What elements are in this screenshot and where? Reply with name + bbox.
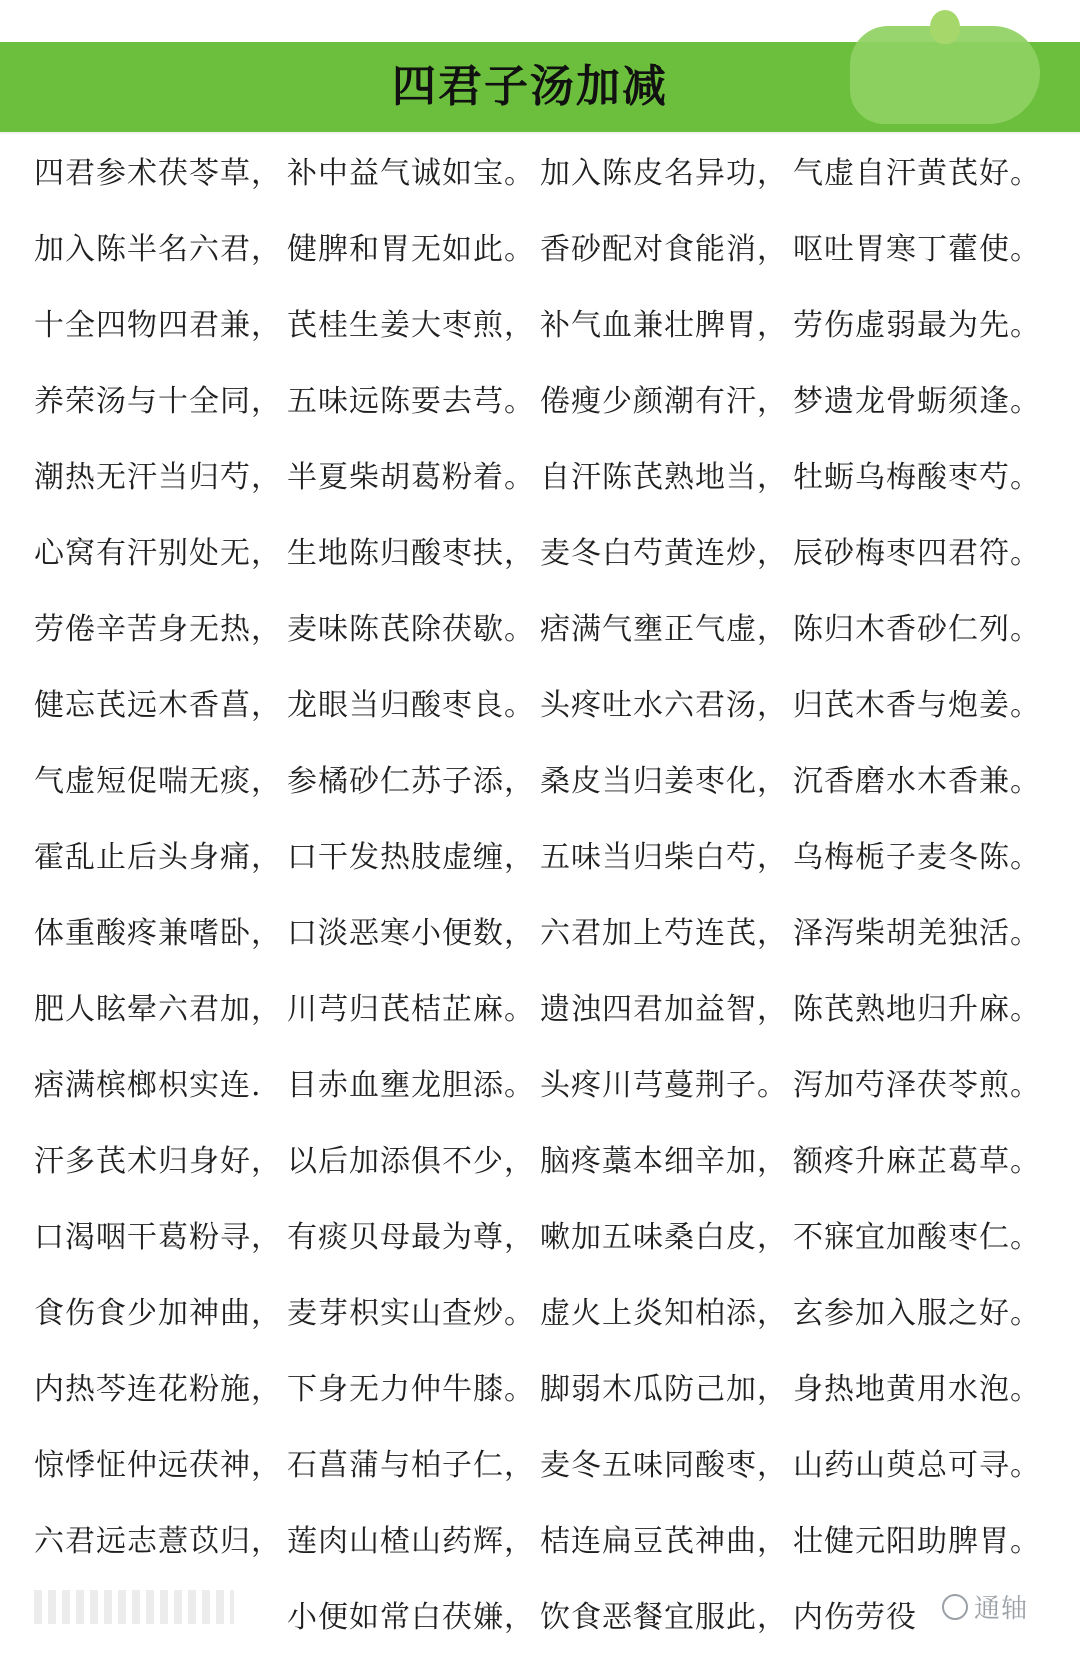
weibo-icon: [942, 1594, 968, 1620]
verse-phrase: 气虚自汗黄芪好。: [793, 156, 1041, 191]
verse-phrase: 霍乱止后头身痛，: [34, 840, 282, 875]
verse-phrase: 心窝有汗别处无，: [34, 536, 282, 571]
verse-line: [34, 1048, 1054, 1124]
verse-phrase: 芪桂生姜大枣煎，: [287, 308, 535, 343]
verse-phrase: 以后加添俱不少，: [287, 1144, 535, 1179]
verse-line: [34, 1276, 1054, 1352]
verse-phrase: 不寐宜加酸枣仁。: [793, 1220, 1041, 1255]
verse-phrase: 内伤劳役: [793, 1600, 917, 1635]
verse-phrase: 倦瘦少颜潮有汗，: [540, 384, 788, 419]
verse-phrase: 桔连扁豆芪神曲，: [540, 1524, 788, 1559]
verse-phrase: 五味远陈要去芎。: [287, 384, 535, 419]
verse-phrase: 补气血兼壮脾胃，: [540, 308, 788, 343]
verse-phrase: 痞满气壅正气虚，: [540, 612, 788, 647]
verse-phrase: 泻加芍泽茯苓煎。: [793, 1068, 1041, 1103]
verse-phrase: 十全四物四君兼，: [34, 308, 282, 343]
verse-phrase: 头疼川芎蔓荆子。: [540, 1068, 788, 1103]
verse-phrase: 养荣汤与十全同，: [34, 384, 282, 419]
verse-phrase: 沉香磨水木香兼。: [793, 764, 1041, 799]
verse-phrase: 莲肉山楂山药辉，: [287, 1524, 535, 1559]
verse-phrase: 汗多芪术归身好，: [34, 1144, 282, 1179]
verse-phrase: 内热芩连花粉施，: [34, 1372, 282, 1407]
verse-phrase: 目赤血壅龙胆添。: [287, 1068, 535, 1103]
verse-phrase: 六君远志薏苡归，: [34, 1524, 282, 1559]
verse-phrase: 肥人眩晕六君加，: [34, 992, 282, 1027]
verse-line: [34, 896, 1054, 972]
verse-phrase: 香砂配对食能消，: [540, 232, 788, 267]
verse-phrase: 川芎归芪桔芷麻。: [287, 992, 535, 1027]
verse-phrase: 加入陈皮名异功，: [540, 156, 788, 191]
verse-phrase: 劳伤虚弱最为先。: [793, 308, 1041, 343]
verse-line: [34, 744, 1054, 820]
verse-phrase: 补中益气诚如宝。: [287, 156, 535, 191]
verse-body: [34, 136, 1054, 1656]
watermark-text: 通轴: [974, 1594, 1029, 1624]
verse-phrase: 体重酸疼兼嗜卧，: [34, 916, 282, 951]
verse-phrase: 下身无力仲牛膝。: [287, 1372, 535, 1407]
verse-phrase: 辰砂梅枣四君符。: [793, 536, 1041, 571]
verse-phrase: 桑皮当归姜枣化，: [540, 764, 788, 799]
verse-phrase: 呕吐胃寒丁藿使。: [793, 232, 1041, 267]
verse-line: [34, 972, 1054, 1048]
verse-phrase: 自汗陈芪熟地当，: [540, 460, 788, 495]
verse-line: [34, 1428, 1054, 1504]
verse-phrase: 小便如常白茯嫌，: [287, 1600, 535, 1635]
verse-phrase: 口淡恶寒小便数，: [287, 916, 535, 951]
verse-line: [34, 364, 1054, 440]
verse-phrase: 头疼吐水六君汤，: [540, 688, 788, 723]
blurred-text-region: [34, 1590, 234, 1624]
verse-phrase: 口渴咽干葛粉寻，: [34, 1220, 282, 1255]
verse-phrase: 饮食恶餐宜服此，: [540, 1600, 788, 1635]
verse-phrase: 泽泻柴胡羌独活。: [793, 916, 1041, 951]
verse-phrase: 惊悸怔仲远茯神，: [34, 1448, 282, 1483]
verse-phrase: 归芪木香与炮姜。: [793, 688, 1041, 723]
verse-line: [34, 1124, 1054, 1200]
verse-phrase: 生地陈归酸枣扶，: [287, 536, 535, 571]
verse-phrase: 潮热无汗当归芍，: [34, 460, 282, 495]
verse-line: [34, 136, 1054, 212]
verse-phrase: 半夏柴胡葛粉着。: [287, 460, 535, 495]
verse-line: [34, 592, 1054, 668]
verse-phrase: 陈芪熟地归升麻。: [793, 992, 1041, 1027]
verse-phrase: 麦芽枳实山查炒。: [287, 1296, 535, 1331]
verse-line: [34, 212, 1054, 288]
verse-phrase: 劳倦辛苦身无热，: [34, 612, 282, 647]
verse-phrase: 口干发热肢虚缠，: [287, 840, 535, 875]
verse-phrase: 龙眼当归酸枣良。: [287, 688, 535, 723]
verse-phrase: 虚火上炎知柏添，: [540, 1296, 788, 1331]
page-title: 四君子汤加减: [392, 61, 668, 112]
verse-phrase: 有痰贝母最为尊，: [287, 1220, 535, 1255]
verse-line: [34, 516, 1054, 592]
verse-phrase: 六君加上芍连芪，: [540, 916, 788, 951]
verse-phrase: 健忘芪远木香菖，: [34, 688, 282, 723]
verse-phrase: 脑疼藁本细辛加，: [540, 1144, 788, 1179]
verse-phrase: 乌梅栀子麦冬陈。: [793, 840, 1041, 875]
verse-phrase: 遗浊四君加益智，: [540, 992, 788, 1027]
verse-phrase: 麦冬五味同酸枣，: [540, 1448, 788, 1483]
verse-phrase: 额疼升麻芷葛草。: [793, 1144, 1041, 1179]
verse-phrase: 四君参术茯苓草，: [34, 156, 282, 191]
verse-phrase: 健脾和胃无如此。: [287, 232, 535, 267]
verse-line: [34, 288, 1054, 364]
verse-line: [34, 1200, 1054, 1276]
verse-phrase: 脚弱木瓜防己加，: [540, 1372, 788, 1407]
watermark: [942, 1588, 1028, 1625]
verse-line: [34, 440, 1054, 516]
verse-phrase: 食伤食少加神曲，: [34, 1296, 282, 1331]
verse-phrase: 麦味陈芪除茯歇。: [287, 612, 535, 647]
leaf-sprout-decoration: [930, 10, 960, 44]
verse-phrase: 参橘砂仁苏子添，: [287, 764, 535, 799]
verse-phrase: 五味当归柴白芍，: [540, 840, 788, 875]
verse-phrase: 石菖蒲与柏子仁，: [287, 1448, 535, 1483]
verse-phrase: 痞满槟榔枳实连.: [34, 1068, 262, 1103]
verse-phrase: 身热地黄用水泡。: [793, 1372, 1041, 1407]
verse-phrase: 壮健元阳助脾胃。: [793, 1524, 1041, 1559]
verse-phrase: 加入陈半名六君，: [34, 232, 282, 267]
verse-phrase: 玄参加入服之好。: [793, 1296, 1041, 1331]
verse-phrase: 牡蛎乌梅酸枣芍。: [793, 460, 1041, 495]
verse-phrase: 麦冬白芍黄连炒，: [540, 536, 788, 571]
verse-line: [34, 820, 1054, 896]
verse-phrase: 气虚短促喘无痰，: [34, 764, 282, 799]
verse-line: [34, 1504, 1054, 1580]
verse-line: [34, 668, 1054, 744]
verse-phrase: 山药山萸总可寻。: [793, 1448, 1041, 1483]
verse-line: [34, 1352, 1054, 1428]
verse-phrase: 陈归木香砂仁列。: [793, 612, 1041, 647]
verse-phrase: 梦遗龙骨蛎须逢。: [793, 384, 1041, 419]
verse-phrase: 嗽加五味桑白皮，: [540, 1220, 788, 1255]
